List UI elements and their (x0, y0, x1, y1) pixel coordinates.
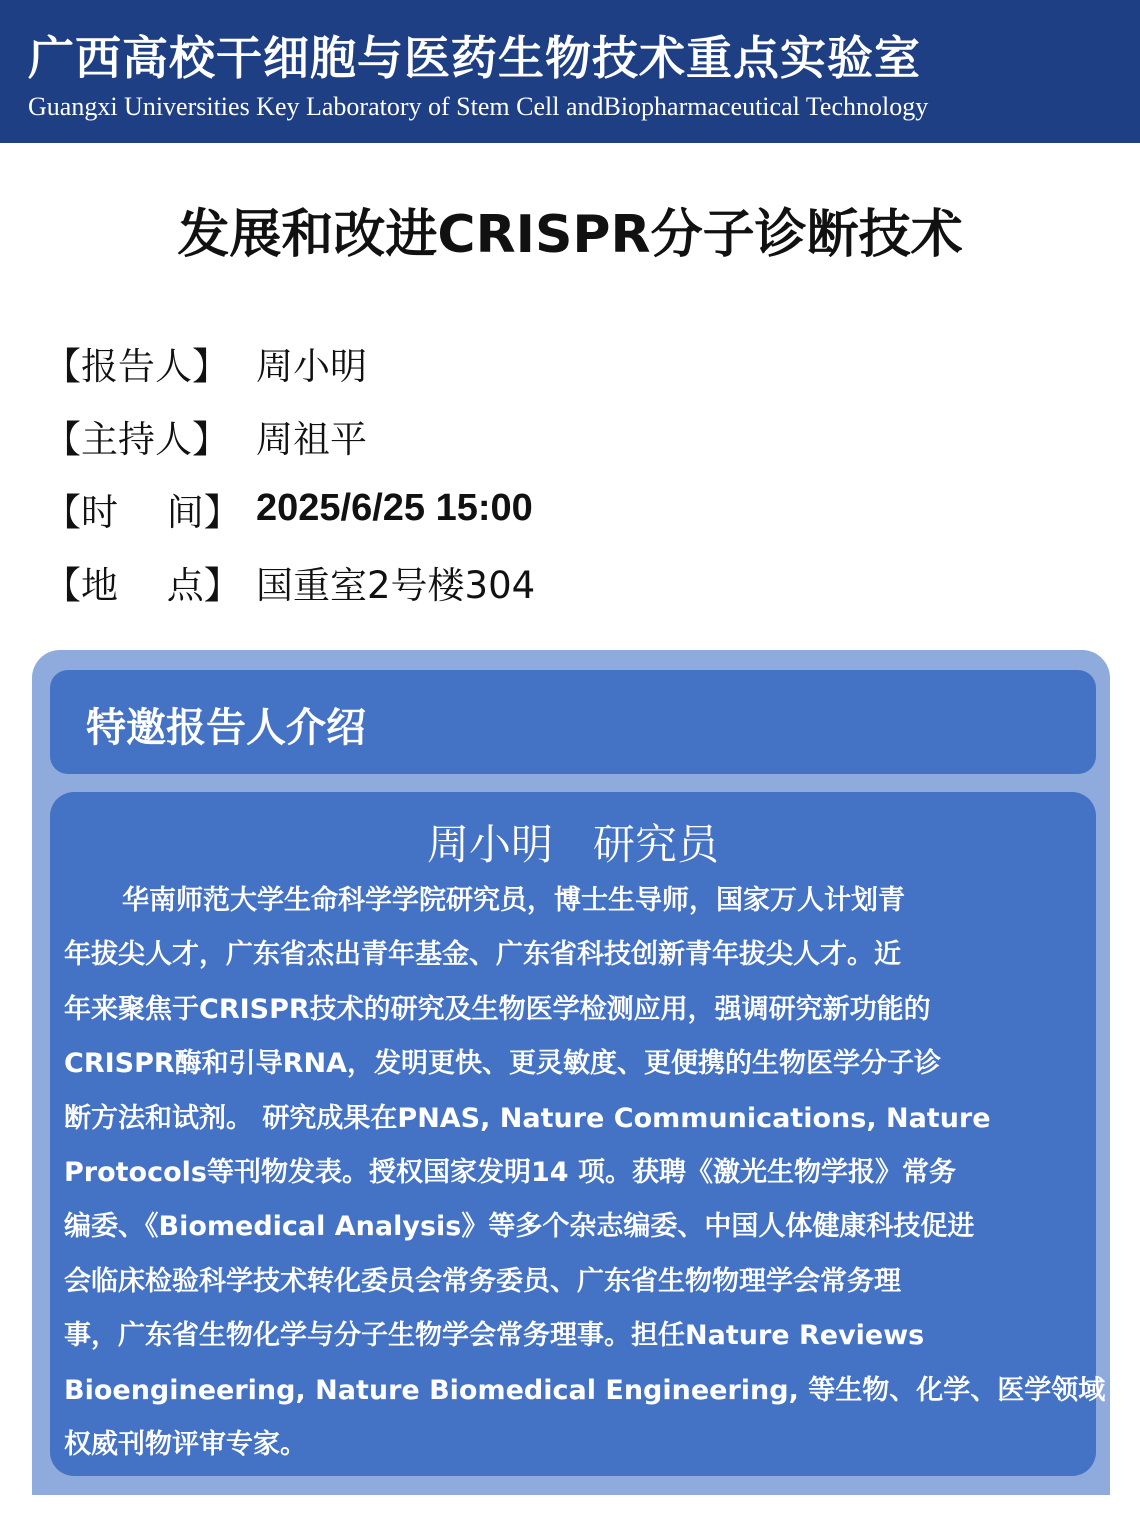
info-label: 【主持人】 (44, 417, 229, 461)
info-label: 【地 点】 (44, 563, 241, 607)
bio-line: CRISPR酶和引导RNA，发明更快、更灵敏度、更便携的生物医学分子诊 (64, 1048, 941, 1080)
bio-line: 事，广东省生物化学与分子生物学会常务理事。担任Nature Reviews (64, 1320, 925, 1352)
bio-line: 年拔尖人才，广东省杰出青年基金、广东省科技创新青年拔尖人才。近 (64, 939, 901, 971)
bio-line: 华南师范大学生命科学学院研究员，博士生导师，国家万人计划青 (122, 885, 905, 916)
info-label: 【时 间】 (44, 490, 241, 534)
bio-line: 会临床检验科学技术转化委员会常务委员、广东省生物物理学会常务理 (64, 1265, 901, 1297)
info-value: 2025/6/25 15:00 (256, 487, 533, 529)
intro-body (50, 792, 1106, 1476)
bio-line: 编委、《Biomedical Analysis》等多个杂志编委、中国人体健康科技促进 (64, 1211, 975, 1243)
bio-line: 权威刊物评审专家。 (64, 1428, 307, 1460)
speaker-title: 研究员 (593, 820, 720, 869)
info-row-time (44, 472, 535, 545)
info-value: 周祖平 (256, 417, 367, 461)
bio-line: 断方法和试剂。 研究成果在PNAS, Nature Communications, Nature (64, 1102, 991, 1134)
info-value: 国重室2号楼304 (256, 563, 536, 607)
intro-heading-bar (50, 670, 1096, 774)
speaker-bio (64, 874, 1106, 1472)
bio-line: Bioengineering, Nature Biomedical Engineering, 等生物、化学、医学领域 (64, 1374, 1106, 1406)
speaker-line (50, 812, 1096, 872)
info-value: 周小明 (256, 344, 367, 388)
info-row-host (44, 399, 535, 472)
info-row-location (44, 545, 535, 618)
info-row-speaker (44, 326, 535, 399)
lab-name-en: Guangxi Universities Key Laboratory of Stem Cell andBiopharmaceutical Technology (28, 92, 929, 121)
report-info (44, 326, 535, 618)
intro-heading: 特邀报告人介绍 (86, 705, 366, 751)
report-title: 发展和改进CRISPR分子诊断技术 (177, 205, 963, 265)
bio-line: Protocols等刊物发表。授权国家发明14 项。获聘《激光生物学报》常务 (64, 1156, 956, 1188)
speaker-name: 周小明 (426, 820, 553, 869)
bio-line: 年来聚焦于CRISPR技术的研究及生物医学检测应用，强调研究新功能的 (64, 993, 931, 1025)
lab-name-cn: 广西高校干细胞与医药生物技术重点实验室 (28, 31, 921, 85)
header-banner (0, 0, 1140, 143)
speaker-intro-panel (32, 650, 1110, 1495)
info-label: 【报告人】 (44, 344, 229, 388)
